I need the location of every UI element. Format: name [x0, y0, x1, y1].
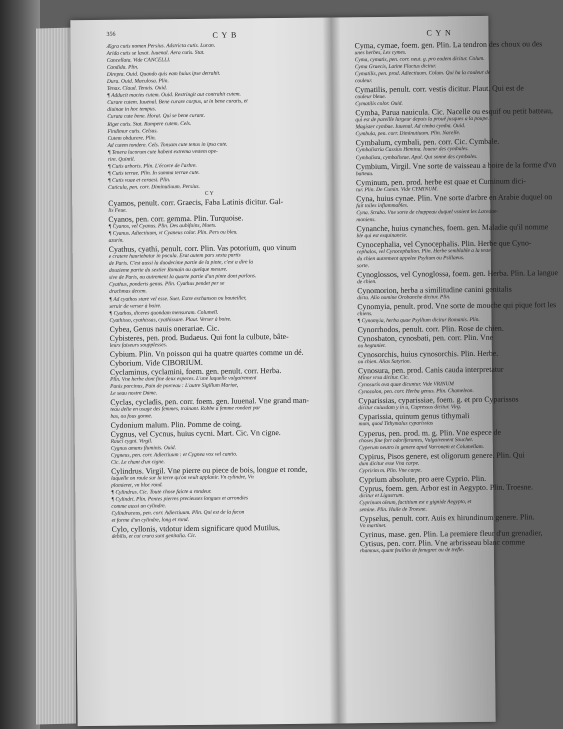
dictionary-entry-line: diuinae in hoc tempus. [107, 106, 157, 114]
dictionary-entry-line: e cratere hauriebatur in pocula. Erat autem pars sexta partis [108, 252, 241, 261]
dictionary-entry-line: dicta. Alio nomine Orobanche dicitur. Plin. [357, 294, 451, 302]
dictionary-entry-line: et forme d'un cylindre, long et rond. [111, 517, 189, 525]
dictionary-entry-line: Dura. Ouid. Maculosa. Plin. [106, 78, 169, 86]
dictionary-entry-headword-line: Cyprium absolute, pro aere Cyprio. Plin. [359, 473, 487, 484]
dictionary-entry-headword-line: Cyna, huius cynae. Plin. Vne sorte d'arbre en Arabie duquel on [356, 191, 553, 203]
dictionary-entry-line: Cyma, cymatis, pen. corr. neut. g. pro eodem dicitur. Colum. [354, 55, 485, 64]
dictionary-entry-line: tur. Plin. De Cumin. Vide CYMINUM. [356, 185, 438, 193]
dictionary-entry-line: Cutem obducere. Plin. [107, 134, 156, 142]
dictionary-entry-line: fait toiles inflammables. [356, 202, 409, 209]
dictionary-entry-line: teau delie en usage des femmes, trainant. Robbe a femme rondeet par [110, 405, 261, 413]
dictionary-entry-line: Cygnus amans fluminis. Ouid. [110, 445, 176, 452]
running-head-right: C Y N [426, 28, 452, 38]
dictionary-entry-line: Cymatilis, pen. prod. Adiectiuum. Colum. Qui ha la couleur de [354, 69, 491, 78]
dictionary-entry-line: ¶ Cylindri. Plin. Pentes pierres precieuses longues et arrondies [111, 495, 249, 504]
dictionary-entry-line: unes herbes, Les cymes. [354, 49, 407, 57]
dictionary-entry-line: mum, quod Tithymalus cyparissias [358, 420, 434, 428]
dictionary-entry-headword-line: Cynanche, huius cynanches, foem. gen. Maladie qu'il nomme [356, 222, 549, 234]
dictionary-entry-line: Cynosuris ova quae dicuntur. Vide VRINUM [358, 381, 454, 389]
page-number: 356 [106, 31, 116, 38]
dictionary-entry-line: Cic. Le chant d'un cigne. [110, 459, 165, 466]
dictionary-entry-line: ou chien. Alias Satyrion. [357, 358, 412, 366]
dictionary-entry-headword-line: Cylindrus. Virgil. Vne pierre ou piece de bois, longue et ronde, [110, 464, 308, 476]
dictionary-entry-line: Cymbalista, cymbalistae. Apul. Qui sonne des cymbales. [355, 153, 478, 161]
dictionary-entry-line: dicitur cuiusdam y in u, Cupressus dicitur. Virg. [358, 404, 462, 412]
dictionary-entry-line: batteau. [355, 170, 374, 177]
dictionary-entry-headword-line: Cydonium malum. Plin. Pomme de coing. [110, 419, 242, 430]
dictionary-entry-headword-line: Cynosura, pen. prod. Canis cauda interpretatur [357, 364, 504, 376]
dictionary-entry-line: Vn martinet. [359, 522, 387, 530]
dictionary-entry-headword-line: Cygnus, vel Cycnus, huius cycni. Mart. Cic. Vn cigne. [110, 427, 281, 439]
dictionary-entry-line: Magister cymbae. Iuuenal. Ad cimba cymba. Ouid. [355, 123, 466, 131]
dictionary-entry-line: Cymatilis color. Ouid. [355, 101, 403, 108]
dictionary-entry-line: ¶ Cutis arboris. Plin. L'écorce de l'arbre. [107, 162, 197, 170]
dictionary-entry-headword-line: Cyclaminus, cyclamini, foem. gen. penult. corr. Herba. [109, 365, 282, 377]
dictionary-entry-line: ¶ Cutis terrae. Plin. In summa terrae cute. [107, 169, 200, 177]
dictionary-entry-headword-line: Cybea, Genus nauis onerariae. Cic. [109, 323, 220, 334]
book-shadow [0, 0, 40, 729]
dictionary-entry-headword-line: Cytisus, pen. corr. Plin. Vne arbrisseau blanc comme [359, 537, 525, 549]
dictionary-entry-line: ¶ Cyathos, diceres quondam mensuram. Columell. [109, 309, 219, 317]
dictionary-entry-line: drachmas decem. [109, 288, 147, 296]
dictionary-entry-headword-line: Cyma, cymae, foem. gen. Plin. La tendron des choux ou des [354, 39, 543, 51]
running-head-left: C Y B [212, 30, 238, 40]
dictionary-entry-line: ¶ Cyanus. Adiectiuum, vt Cyaneus color. Plin. Pers ou bleu. [108, 229, 238, 237]
dictionary-entry-line: Ad cutem tondere. Cels. Tonsam cute tenus in ipsa cute. [107, 141, 228, 149]
dictionary-entry-line: ¶ Adducit macies cutem. Ouid. Restringit aut contrahit cutem. [107, 91, 241, 100]
dictionary-entry-headword-line: Cyamos, penult. corr. Graecis, Faba Latinis dicitur. Gal- [108, 197, 284, 208]
dictionary-entry-headword-line: Cynosorchis, huius cynosorchis. Plin. Herbe. [357, 348, 499, 360]
dictionary-entry-line: Cyna. Strabo. Vne sorte de chappeau duquel vsoient les Lacedae- [356, 208, 499, 216]
dictionary-entry-headword-line: Cybisteres, pen. prod. Budaeus. Qui font la culbute, bâte- [109, 331, 289, 343]
dictionary-entry-line: Arida cutis se laxat. Iuuenal. Aera cutis. Stat. [106, 49, 205, 57]
dictionary-entry-line: Cyathus, ponderis genus. Plin. Cyathus pendet per se [109, 281, 225, 289]
dictionary-entry-headword-line: Cyparissia, quinum genus tithymali [358, 411, 470, 422]
dictionary-entry-headword-line: Cymba, Parua nauicula. Cic. Nacelle ou esquif ou petit batteau, [355, 106, 554, 118]
dictionary-entry-line: Cuticula, pen. corr. Diminutiuum. Persius. [108, 183, 200, 191]
dictionary-entry-headword-line: Cyminum, pen. prod. herbe est quae et Cuminum dici- [355, 176, 527, 187]
right-text-column [354, 39, 559, 713]
dictionary-entry-line: de Paris. C'est aussi la duodecime partie de la pinte, c'est a dire la [108, 259, 254, 268]
dictionary-entry-line: dum dicitur esse Vna carpe. [358, 460, 420, 467]
dictionary-entry-headword-line: Cyrinus, mase. gen. Plin. La premiere fleur d'un grenadier, [359, 528, 543, 540]
dictionary-entry-line: de chien. [357, 279, 377, 286]
page-gutter [322, 17, 347, 723]
dictionary-entry-headword-line: Cymatilis, penult. corr. vestis dicitur. Plaut. Qui est de [355, 83, 524, 95]
dictionary-entry-line: Candida. Plin. [106, 64, 139, 71]
dictionary-entry-line: Cancellata. Vide CANCELLI. [106, 57, 171, 64]
dictionary-entry-line: lis Feue. [108, 207, 127, 214]
dictionary-entry-line: sive de Paris, ou autrement Ia quarte partie d'un pinte dont parlons. [108, 273, 257, 282]
dictionary-entry-line: ¶ Tenera lucorum cute habent extrema vestem ope- [107, 148, 218, 156]
dictionary-entry-headword-line: Cynomorion, herba a similitudine canini genitalis [357, 284, 512, 296]
dictionary-entry-line: Cylindraceus, pen. corr. Adiectiuum. Plin. Qui est de la facon [111, 509, 245, 518]
dictionary-entry-line: Curare cutem. Iuuenal. Bene curare corpus, ut in bene curatis, et [107, 98, 248, 107]
dictionary-entry-headword-line: Cynorrhodos, penult. corr. Plin. Rose de chien. [357, 323, 504, 335]
dictionary-entry-line: couleur bleue. [355, 94, 387, 101]
book-page [70, 16, 559, 726]
dictionary-entry-line: couleur. [354, 78, 373, 85]
dictionary-entry-line: Direpta. Ouid. Quando quis eam huius ipse detrahit. [106, 70, 221, 79]
dictionary-entry-line: laquelle on roule sur la terre qu'on veult applanir. Vn cylindre, Vn [111, 474, 254, 482]
dictionary-entry-headword-line: Cynoglossos, vel Cynoglossa, foem. gen. Herba. Plin. La langue [356, 268, 559, 280]
dictionary-entry-headword-line: Cypselus, penult. corr. Auis ex hirundinum genere. Plin. [359, 512, 535, 524]
dictionary-entry-headword-line: Cyanos, pen. corr. gemma. Plin. Turquoise. [108, 213, 244, 224]
dictionary-entry-line: sorte. [356, 263, 370, 270]
dictionary-entry-headword-line: Cymbium, Virgil. Vne sorte de vaisseau a boire de la forme d'vn [355, 159, 557, 171]
dictionary-entry-line: Minor vrsa dicitur. Cic. [358, 374, 409, 382]
dictionary-entry-line: moniens. [356, 216, 376, 223]
dictionary-entry-line: comme aussi un cylindre. [111, 503, 167, 511]
dictionary-entry-line: C Y [204, 190, 214, 197]
dictionary-entry-line: plomieret, vn bloc rond. [111, 482, 163, 490]
dictionary-entry-line: ¶ Ad cyathos stare vel esse. Suet. Estre eschanson ou bouteiller, [109, 294, 247, 303]
dictionary-entry-line: rhamnus, quant feuilles de fenugrec ou de trefle. [359, 546, 465, 555]
left-text-column [107, 42, 316, 716]
dictionary-entry-headword-line: Cyperus, pen. prod. m. g. Plin. Vne espece de [358, 427, 502, 438]
dictionary-entry-headword-line: Cyprus, foem. gen. Arbor est in Aegypto. Plin. Troesne. [359, 482, 533, 493]
dictionary-entry-line: leurs faiseurs soupplesses. [109, 341, 168, 349]
dictionary-entry-line: qui est de pareille largeur depuis la prouë jusques a la poupe. [355, 116, 489, 124]
dictionary-entry-line: Cyperum neutro in genere apud Varronem et Columellam. [358, 443, 485, 451]
dictionary-entry-line: douzieme partie du sextier Romain ou quelque mesure. [108, 266, 228, 275]
page-fore-edge [36, 27, 76, 724]
dictionary-entry-line: ou hegtanier. [357, 343, 386, 350]
dictionary-entry-headword-line: Cyathus, cyathi, penult. corr. Plin. Vas potorium, quo vinum [108, 243, 297, 255]
dictionary-entry-headword-line: Cyclas, cycladis, pen. corr. foem. gen. Iuuenal. Vne grand man- [110, 395, 309, 407]
dictionary-entry-line: ble qui est esquinancie. [356, 232, 408, 240]
dictionary-entry-headword-line: Cybium. Plin. Vn poisson qui ha quatre quartes comme un dé. [109, 347, 304, 359]
dictionary-entry-line: rire. Quintil. [107, 156, 136, 163]
dictionary-entry-line: Cygneus, pen. corr. Adiectiuum : et Cygnea vox vel cantio. [110, 451, 238, 459]
dictionary-entry-headword-line: Cynocephalia, vel Cynocephalis. Plin. Herbe que Cyno- [356, 238, 532, 250]
dictionary-entry-line: ¶ Cutis vuae et ceraesi. Plin. [107, 177, 171, 184]
dictionary-entry-line: Cynozolon, pen. corr. Herba genus. Plin. Chameleon. [358, 388, 474, 396]
dictionary-entry-line: Tenax. Claud. Tenuis. Ouid. [107, 85, 168, 93]
dictionary-entry-headword-line: Cylo, cyllonis, vtdotur idem significare quod Mutilus, [111, 523, 280, 535]
dictionary-entry-headword-line: Cymbalum, cymbali, pen. corr. Cic. Cymbale. [355, 137, 500, 148]
dictionary-entry-line: Ægra cutis nomen Persius. Adstricta cutis. Lucan. [106, 42, 216, 50]
dictionary-entry-line: Cymbalistria Cassius Hemina. Ioueur des cymbales. [355, 146, 469, 154]
dictionary-entry-line: ¶ Cynomyia, herba quae Psyllium dicitur Romanis. Plin. [357, 317, 480, 325]
dictionary-entry-line: Curata cute bene. Horat. Qui se bene curant. [107, 113, 205, 121]
dictionary-entry-line: Panis porcinus, Pain de porceau : L'autre Sigillum Mariae, [110, 382, 239, 390]
dictionary-entry-line: Cypririm m. Plin. Vne carpe. [359, 467, 422, 474]
dictionary-entry-line: Plin. Vne herbe dont fine deux especes. L'une laquelle vulgairement [110, 375, 257, 383]
dictionary-entry-headword-line: Cyparissias, cyparissiae, foem. g. et pro Cyparissos [358, 394, 519, 406]
dictionary-entry-line: Rauci cygni. Virgil. [110, 438, 153, 445]
dictionary-entry-line: bas, ou fous gonne. [110, 413, 153, 420]
dictionary-entry-line: azurin. [108, 237, 124, 244]
dictionary-entry-line: Cyprinum oleum, factitium est e gignide Aegypto, et [359, 498, 472, 506]
dictionary-entry-line: ¶ Cyanos, vel Cyanus. Plin. Des aubifoins, bluets. [108, 222, 217, 230]
dictionary-entry-line: chiens. [357, 311, 373, 318]
dictionary-entry-headword-line: Cyborium. Vide CIBORIUM. [109, 357, 203, 368]
dictionary-entry-line: choses fine fort odoriferantes, Vulgairement Souchet. [358, 436, 474, 444]
dictionary-entry-line: Le seau nostre Dame. [110, 390, 158, 397]
dictionary-entry-line: du chien autrement appelee Psylium ou Psillaeus. [356, 254, 465, 263]
dictionary-entry-line: Cymbula, pen. corr. Diminutiuum. Plin. Nacelle. [355, 130, 461, 138]
dictionary-entry-line: ¶ Cylindrus. Cic. Toute chose faicte a rondeur. [111, 489, 212, 497]
dictionary-entry-headword-line: Cynosbaton, cynosbati, pen. corr. Plin. Vne [357, 332, 494, 344]
dictionary-entry-line: cephalos, vel Cynocephalion. Plin. Herbe semblable a la teste [356, 247, 491, 256]
dictionary-entry-headword-line: Cynomyia, penult. prod. Vne sorte de mouche qui pique fort les [357, 300, 557, 312]
dictionary-entry-line: Cyathisso, cyathissas, cyathissare. Plaut. Verser à boire. [109, 316, 232, 324]
dictionary-entry-line: Findimur cutis. Celsus. [107, 127, 158, 135]
dictionary-entry-line: seruir de verser à boire. [109, 302, 162, 310]
dictionary-entry-line: Cyma Graecis, Latine Fluctus dicitur. [354, 63, 437, 71]
dictionary-entry-line: semine. Plin. Huile de Troesne. [359, 506, 427, 513]
dictionary-entry-line: Riget cutis. Stat. Rumpere cutem. Cels. [107, 120, 192, 128]
dictionary-entry-line: debilis, et cui crura sunt genitalia. Cic. [111, 533, 197, 541]
dictionary-entry-line: dicitur et Ligustrum. [359, 492, 404, 499]
dictionary-entry-headword-line: Cypirus, Pisos genere, est oligorum genere. Plin. Qui [358, 450, 525, 461]
